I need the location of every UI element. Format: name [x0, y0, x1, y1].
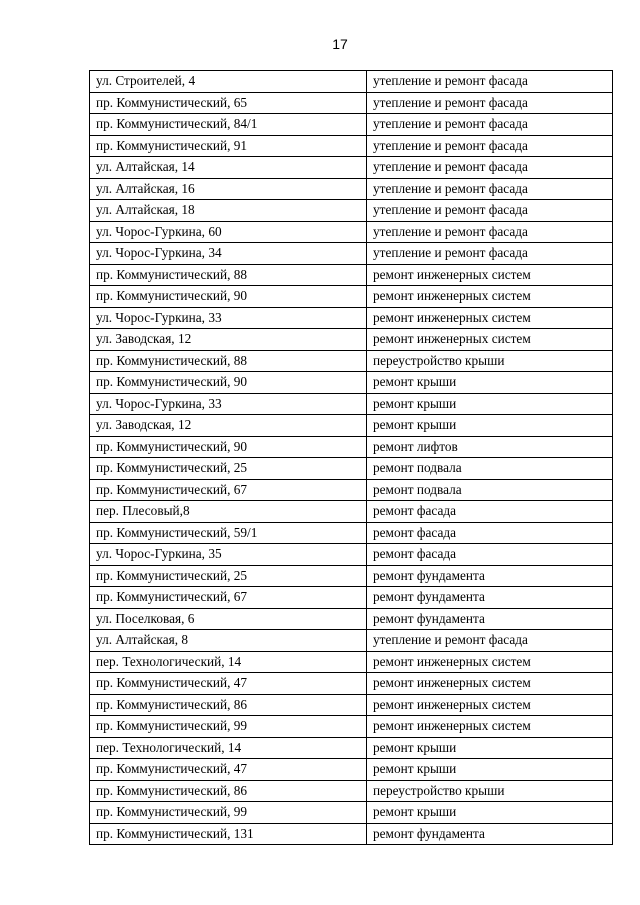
address-cell: ул. Чорос-Гуркина, 33: [90, 393, 367, 415]
address-cell: пр. Коммунистический, 67: [90, 587, 367, 609]
table-body: [90, 71, 613, 845]
table-row: [90, 651, 613, 673]
work-type-cell: утепление и ремонт фасада: [367, 71, 613, 93]
address-cell: ул. Чорос-Гуркина, 33: [90, 307, 367, 329]
work-type-cell: утепление и ремонт фасада: [367, 157, 613, 179]
address-cell: ул. Строителей, 4: [90, 71, 367, 93]
table-row: [90, 264, 613, 286]
work-type-cell: утепление и ремонт фасада: [367, 135, 613, 157]
table-row: [90, 780, 613, 802]
work-type-cell: ремонт инженерных систем: [367, 307, 613, 329]
table-row: [90, 350, 613, 372]
table-row: [90, 630, 613, 652]
work-type-cell: ремонт фундамента: [367, 608, 613, 630]
table-row: [90, 114, 613, 136]
address-cell: пер. Технологический, 14: [90, 737, 367, 759]
work-type-cell: ремонт фундамента: [367, 587, 613, 609]
address-cell: ул. Поселковая, 6: [90, 608, 367, 630]
address-cell: пр. Коммунистический, 99: [90, 802, 367, 824]
table-row: [90, 716, 613, 738]
work-type-cell: утепление и ремонт фасада: [367, 630, 613, 652]
work-type-cell: утепление и ремонт фасада: [367, 243, 613, 265]
address-cell: пр. Коммунистический, 67: [90, 479, 367, 501]
table-row: [90, 178, 613, 200]
address-cell: пр. Коммунистический, 90: [90, 372, 367, 394]
table-row: [90, 415, 613, 437]
table-row: [90, 522, 613, 544]
work-type-cell: ремонт инженерных систем: [367, 329, 613, 351]
address-cell: ул. Заводская, 12: [90, 329, 367, 351]
address-cell: ул. Заводская, 12: [90, 415, 367, 437]
table-row: [90, 221, 613, 243]
work-type-cell: ремонт крыши: [367, 802, 613, 824]
address-cell: пр. Коммунистический, 131: [90, 823, 367, 845]
table-row: [90, 135, 613, 157]
work-type-cell: ремонт инженерных систем: [367, 286, 613, 308]
work-type-cell: ремонт крыши: [367, 737, 613, 759]
address-cell: пр. Коммунистический, 47: [90, 759, 367, 781]
address-cell: пр. Коммунистический, 91: [90, 135, 367, 157]
page-number: 17: [332, 36, 348, 52]
table-row: [90, 479, 613, 501]
address-cell: пер. Технологический, 14: [90, 651, 367, 673]
work-type-cell: ремонт подвала: [367, 479, 613, 501]
work-type-cell: утепление и ремонт фасада: [367, 221, 613, 243]
table-row: [90, 501, 613, 523]
address-cell: пр. Коммунистический, 25: [90, 565, 367, 587]
work-type-cell: ремонт инженерных систем: [367, 264, 613, 286]
address-cell: пр. Коммунистический, 90: [90, 286, 367, 308]
work-type-cell: ремонт фасада: [367, 522, 613, 544]
table-row: [90, 673, 613, 695]
work-type-cell: ремонт инженерных систем: [367, 651, 613, 673]
address-cell: пр. Коммунистический, 59/1: [90, 522, 367, 544]
address-cell: пр. Коммунистический, 86: [90, 694, 367, 716]
address-cell: пр. Коммунистический, 88: [90, 350, 367, 372]
address-cell: пр. Коммунистический, 88: [90, 264, 367, 286]
address-cell: пр. Коммунистический, 25: [90, 458, 367, 480]
work-type-cell: ремонт подвала: [367, 458, 613, 480]
work-type-cell: ремонт крыши: [367, 415, 613, 437]
address-cell: ул. Алтайская, 18: [90, 200, 367, 222]
work-type-cell: утепление и ремонт фасада: [367, 200, 613, 222]
address-cell: пр. Коммунистический, 90: [90, 436, 367, 458]
work-type-cell: ремонт крыши: [367, 393, 613, 415]
work-type-cell: ремонт фундамента: [367, 823, 613, 845]
address-cell: ул. Алтайская, 16: [90, 178, 367, 200]
repair-works-table: [89, 70, 613, 845]
work-type-cell: ремонт фундамента: [367, 565, 613, 587]
address-cell: пер. Плесовый,8: [90, 501, 367, 523]
work-type-cell: ремонт инженерных систем: [367, 673, 613, 695]
address-cell: ул. Чорос-Гуркина, 60: [90, 221, 367, 243]
address-cell: ул. Чорос-Гуркина, 35: [90, 544, 367, 566]
table-row: [90, 759, 613, 781]
table-row: [90, 802, 613, 824]
table-row: [90, 71, 613, 93]
table-row: [90, 286, 613, 308]
address-cell: пр. Коммунистический, 65: [90, 92, 367, 114]
table-row: [90, 393, 613, 415]
table-row: [90, 565, 613, 587]
work-type-cell: ремонт фасада: [367, 544, 613, 566]
work-type-cell: ремонт фасада: [367, 501, 613, 523]
table-row: [90, 372, 613, 394]
work-type-cell: переустройство крыши: [367, 350, 613, 372]
address-cell: ул. Алтайская, 8: [90, 630, 367, 652]
work-type-cell: утепление и ремонт фасада: [367, 92, 613, 114]
table-row: [90, 608, 613, 630]
table-row: [90, 694, 613, 716]
work-type-cell: утепление и ремонт фасада: [367, 114, 613, 136]
work-type-cell: ремонт лифтов: [367, 436, 613, 458]
address-cell: ул. Чорос-Гуркина, 34: [90, 243, 367, 265]
work-type-cell: ремонт инженерных систем: [367, 694, 613, 716]
work-type-cell: утепление и ремонт фасада: [367, 178, 613, 200]
address-cell: пр. Коммунистический, 47: [90, 673, 367, 695]
table-row: [90, 823, 613, 845]
work-type-cell: переустройство крыши: [367, 780, 613, 802]
table-row: [90, 737, 613, 759]
table-row: [90, 458, 613, 480]
table-row: [90, 587, 613, 609]
table-row: [90, 436, 613, 458]
work-type-cell: ремонт крыши: [367, 372, 613, 394]
address-cell: ул. Алтайская, 14: [90, 157, 367, 179]
table-row: [90, 157, 613, 179]
table-row: [90, 92, 613, 114]
table-row: [90, 329, 613, 351]
address-cell: пр. Коммунистический, 84/1: [90, 114, 367, 136]
address-cell: пр. Коммунистический, 86: [90, 780, 367, 802]
table-row: [90, 243, 613, 265]
table-row: [90, 307, 613, 329]
address-cell: пр. Коммунистический, 99: [90, 716, 367, 738]
table-row: [90, 200, 613, 222]
work-type-cell: ремонт инженерных систем: [367, 716, 613, 738]
table-row: [90, 544, 613, 566]
work-type-cell: ремонт крыши: [367, 759, 613, 781]
